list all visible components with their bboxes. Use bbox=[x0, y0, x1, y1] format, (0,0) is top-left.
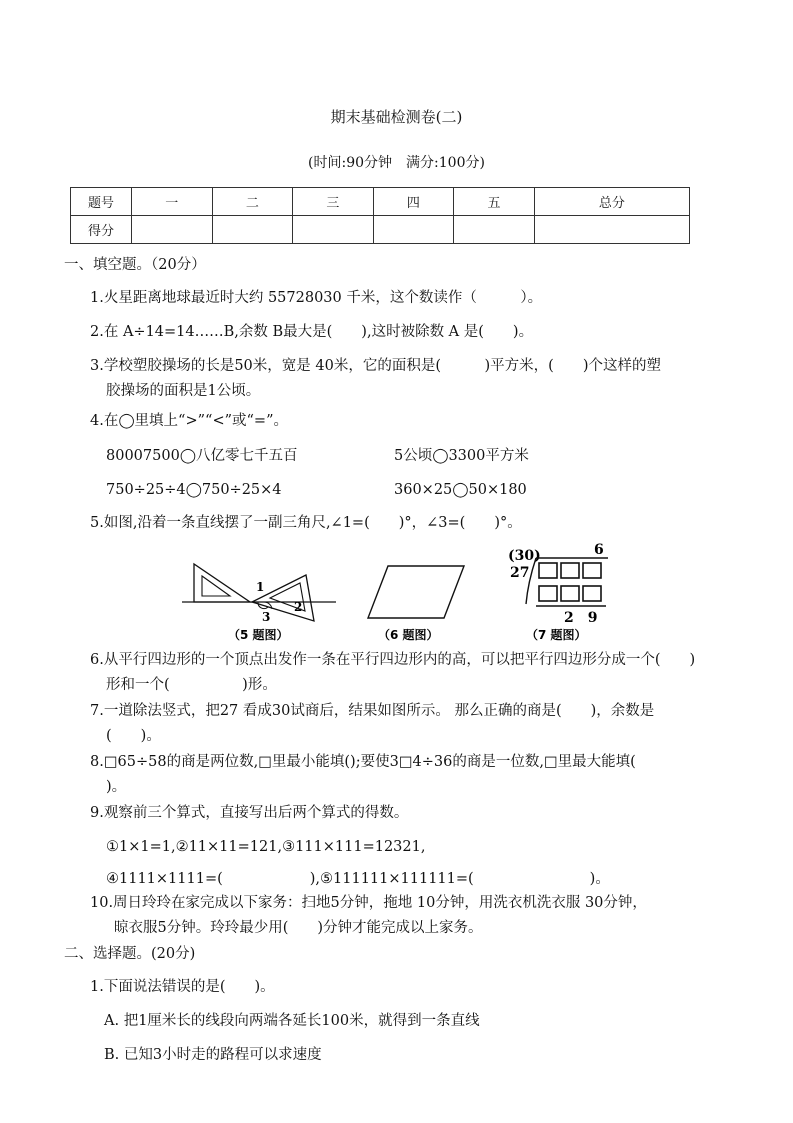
option-b: B. 已知3小时走的路程可以求速度 bbox=[104, 1047, 322, 1063]
figure-7-division bbox=[500, 538, 620, 646]
score-input-cell[interactable] bbox=[293, 216, 374, 244]
question-4-a: 80007500◯八亿零七千五百 bbox=[106, 448, 298, 464]
table-cell: 得分 bbox=[71, 216, 132, 244]
figure-5-label: 2 bbox=[294, 600, 303, 614]
question-9-a: ①1×1=1,②11×11=121,③111×111=12321, bbox=[106, 839, 426, 855]
score-input-cell[interactable] bbox=[132, 216, 213, 244]
figure-6-parallelogram bbox=[360, 562, 470, 646]
question-4-c: 750÷25÷4◯750÷25×4 bbox=[106, 482, 282, 498]
score-input-cell[interactable] bbox=[534, 216, 689, 244]
figure-7-divisor: 27 bbox=[510, 565, 530, 581]
figure-5-triangles bbox=[178, 555, 340, 645]
figure-7-quotient: 6 bbox=[594, 542, 604, 558]
question-5: 5.如图,沿着一条直线摆了一副三角尺,∠1=( )°，∠3=( )°。 bbox=[90, 515, 522, 531]
figure-6-caption: （6 题图） bbox=[378, 628, 439, 642]
figure-7-caption: （7 题图） bbox=[526, 628, 587, 642]
option-a: A. 把1厘米长的线段向两端各延长100米，就得到一条直线 bbox=[104, 1013, 480, 1029]
score-table bbox=[70, 187, 690, 244]
table-cell: 题号 bbox=[71, 188, 132, 216]
question-6-cont: 形和一个( )形。 bbox=[106, 677, 277, 693]
question-10-cont: 晾衣服5分钟。玲玲最少用( )分钟才能完成以上家务。 bbox=[114, 920, 483, 936]
table-cell: 总分 bbox=[534, 188, 689, 216]
table-cell: 二 bbox=[212, 188, 293, 216]
score-input-cell[interactable] bbox=[212, 216, 293, 244]
table-cell: 四 bbox=[373, 188, 454, 216]
table-cell: 三 bbox=[293, 188, 374, 216]
question-1: 1.火星距离地球最近时大约 55728030 千米，这个数读作（ ）。 bbox=[90, 290, 543, 306]
question-4: 4.在◯里填上“>”“<”或“=”。 bbox=[90, 413, 288, 429]
question-9: 9.观察前三个算式，直接写出后两个算式的得数。 bbox=[90, 805, 409, 821]
question-6: 6.从平行四边形的一个顶点出发作一条在平行四边形内的高，可以把平行四边形分成一个( ) bbox=[90, 652, 696, 668]
question-2: 2.在 A÷14=14……B,余数 B最大是( ),这时被除数 A 是( )。 bbox=[90, 324, 534, 340]
table-cell: 一 bbox=[132, 188, 213, 216]
question-7: 7.一道除法竖式，把27 看成30试商后，结果如图所示。 那么正确的商是( )，余数是 bbox=[90, 703, 655, 719]
page-subtitle: (时间:90分钟 满分:100分) bbox=[308, 155, 485, 171]
question-8-cont: )。 bbox=[106, 779, 127, 795]
figure-5-label: 1 bbox=[256, 580, 265, 594]
score-input-cell[interactable] bbox=[454, 216, 535, 244]
question-4-d: 360×25◯50×180 bbox=[394, 482, 527, 498]
table-row bbox=[71, 216, 690, 244]
section-heading: 一、填空题。（20分） bbox=[64, 257, 206, 273]
table-cell: 五 bbox=[454, 188, 535, 216]
table-row bbox=[71, 188, 690, 216]
question-9-b: ④1111×1111=( ),⑤111111×111111=( )。 bbox=[106, 871, 610, 887]
question-10: 10.周日玲玲在家完成以下家务：扫地5分钟，拖地 10分钟，用洗衣机洗衣服 30分钟， bbox=[90, 895, 647, 911]
question-3: 3.学校塑胶操场的长是50米，宽是 40米，它的面积是( )平方米，( )个这样的塑 bbox=[90, 358, 661, 374]
figure-7-guess: (30) bbox=[508, 548, 541, 564]
figure-5-label: 3 bbox=[262, 610, 271, 624]
question-4-b: 5公顷◯3300平方米 bbox=[394, 448, 529, 464]
page-title: 期末基础检测卷(二) bbox=[330, 108, 463, 126]
question-3-cont: 胶操场的面积是1公顷。 bbox=[106, 383, 261, 399]
figure-5-caption: （5 题图） bbox=[228, 628, 289, 642]
figure-7-remainder: 2 9 bbox=[564, 610, 598, 626]
score-input-cell[interactable] bbox=[373, 216, 454, 244]
section-heading: 二、选择题。(20分) bbox=[64, 946, 196, 962]
question-8: 8.□65÷58的商是两位数,□里最小能填();要使3□4÷36的商是一位数,□里最大能填( bbox=[90, 754, 636, 770]
question-1: 1.下面说法错误的是( )。 bbox=[90, 979, 275, 995]
question-7-cont: ( )。 bbox=[106, 728, 161, 744]
